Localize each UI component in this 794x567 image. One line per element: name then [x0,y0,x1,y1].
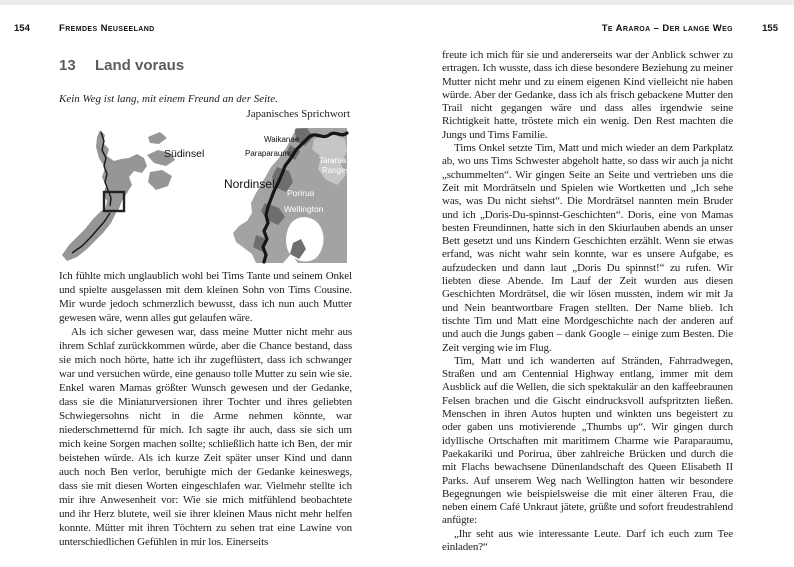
label-tararua-line1: Tararua [319,156,347,165]
right-page-body [442,49,733,554]
label-porirua: Porirua [287,188,315,198]
chapter-title: Land voraus [95,57,185,74]
label-tararua-line2: Ranges [322,166,350,175]
chapter-number: 13 [59,57,76,74]
new-zealand-trail-map [59,122,351,265]
left-page-body [59,269,352,549]
running-header-left: Fremdes Neuseeland [59,23,155,34]
region-inset-map [224,128,350,263]
paragraph: Ich fühlte mich unglaublich wohl bei Tims Tante und seinem Onkel und spielte ausgelassen mit dem kleinen Sohn von Tims Cousine. Mir wurde jedoch schmerzlich bewusst, dass ich nun auch Mutter gewesen wäre, wenn alles gut gelaufen wäre. [59,270,352,324]
paragraph: „Ihr seht aus wie interessante Leute. Darf ich euch zum Tee einladen?“ [442,527,733,553]
label-paraparaumu: Paraparaumu [245,149,294,158]
sounds-fragment-3 [148,170,172,190]
epigraph-source: Japanisches Sprichwort [246,108,350,120]
sounds-fragment-1 [148,132,167,144]
label-wellington: Wellington [284,204,324,214]
page-number-left: 154 [14,23,30,34]
overview-island-label: Südinsel [164,148,205,160]
nz-overview-map [62,130,204,261]
scan-edge-shadow [0,0,794,5]
paragraph: Tims Onkel setzte Tim, Matt und mich wieder an dem Parkplatz ab, wo uns Tims Schwester abgeholt hatte, so dass wir auch ja nicht „schummelten“. Wir gingen Seite an Seite und vertrieben uns die Zeit mit Mordrätseln und Spielen wie Wortketten und „Ich sehe was, was Du nicht siehst“. Die Mordrätsel nannten mein Bruder und ich „Doris-Du-spinnst-Geschichten“. Doris, eine von Mamas besten Freundinnen, hatte sich in den Skiurlauben abends an unser Bett gesetzt und uns Kindern Geschichten erzählt. Wenn sie etwas erfand, was nicht wahr sein konnte, war es unsere Aufgabe, es aufzudecken und dann laut „Doris Du spinnst!“ zu rufen. Wir liebten diese Abende. Im Lauf der Zeit wurden aus diesen Geschichten Mordrätsel, die wir lösen mussten, indem wir mit Ja und Nein beantwortbare Fragen stellten. Der Name blieb. Ich tischte Tim und Matt eine Mordgeschichte nach der anderen auf und auch die Jungs gaben – dank Google – einige zum Besten. Die Zeit verging wie im Flug. [442,142,733,354]
running-header-right: Te Araroa – Der lange Weg [601,23,733,34]
epigraph-text: Kein Weg ist lang, mit einem Freund an der Seite. [59,93,278,105]
paragraph: Tim, Matt und ich wanderten auf Stränden, Fahrradwegen, Straßen und am Centennial Highway entlang, immer mit dem Ausblick auf die Wellen, die sich spektakulär an den kaffeebraunen Felsen brachen und die Gischt eindrucksvoll aufspritzten ließen. Menschen in ihren Autos hupten und winkten uns begeistert zu oder gaben uns motivierende „Thumbs up“. Wir gingen durch idyllische Ortschaften mit maritimem Charme wie Paraparaumu, Paekakariki und Porirua, über zahlreiche Brücken und durch die mit Flachs bewachsene Dünenlandschaft des Queen Elisabeth II Parks. Auf unserem Weg nach Wellington hatten wir besondere Begegnungen wie beispielsweise die mit einer älteren Frau, die neben einem Café Unkraut jätete, grüßte und sofort freudestrahlend anfügte: [442,354,733,527]
chapter-heading [59,57,352,74]
label-waikanae: Waikanae [264,135,300,144]
page-number-right: 155 [762,23,778,34]
paragraph: freute ich mich für sie und andererseits war der Anblick schwer zu ertragen. Ich wusste, dass ich diese besondere Beziehung zu meiner Mutter nicht mehr und zu einem eigenen Kind vielleicht nie haben würde. Aber der Gedanke, dass ich als frisch gebackene Mutter den Trail nicht gegangen wäre und dass alles irgendwie seine Richtigkeit hatte, tröstete mich ein wenig. Den Rest machten die Jungs und Tims Familie. [442,49,733,141]
inset-island-label: Nordinsel [224,177,275,191]
paragraph: Als ich sicher gewesen war, dass meine Mutter nicht mehr aus ihrem Schlaf zurückkommen würde, aber die Chance bestand, dass sie mich noch hörte, hatte ich ihr zugeflüstert, dass ich schwanger war und versuchen würde, eine genauso tolle Mutter zu sein wie sie. Enkel waren Mamas größter Wunsch gewesen und der Gedanke, dass sie die Miniaturversionen ihrer Tochter und ihres geliebten Schwiegersohns nicht in die Arme nehmen könnte, war niederschmetternd für mich. Ich sagte ihr auch, dass sie sich um mich keine Sorgen machen sollte; schließlich hatte ich Ben, der mir beistehen würde. Als ich kurze Zeit später unser Kind und dann auch noch Ben verlor, beruhigte mich der Gedanke keineswegs, dass sie mit diesen Worten eingeschlafen war. Vielmehr stellte ich mir ihre Anwesenheit vor: Wie sie mich mitfühlend beobachtete und ihr Herz blutete, weil sie ihrer kleinen Maus nicht mehr helfen konnte. Mütter mit ihren Töchtern zu sehen trat eine Lawine von unterschiedlichen Gefühlen in mir los. Einerseits [59,326,352,548]
